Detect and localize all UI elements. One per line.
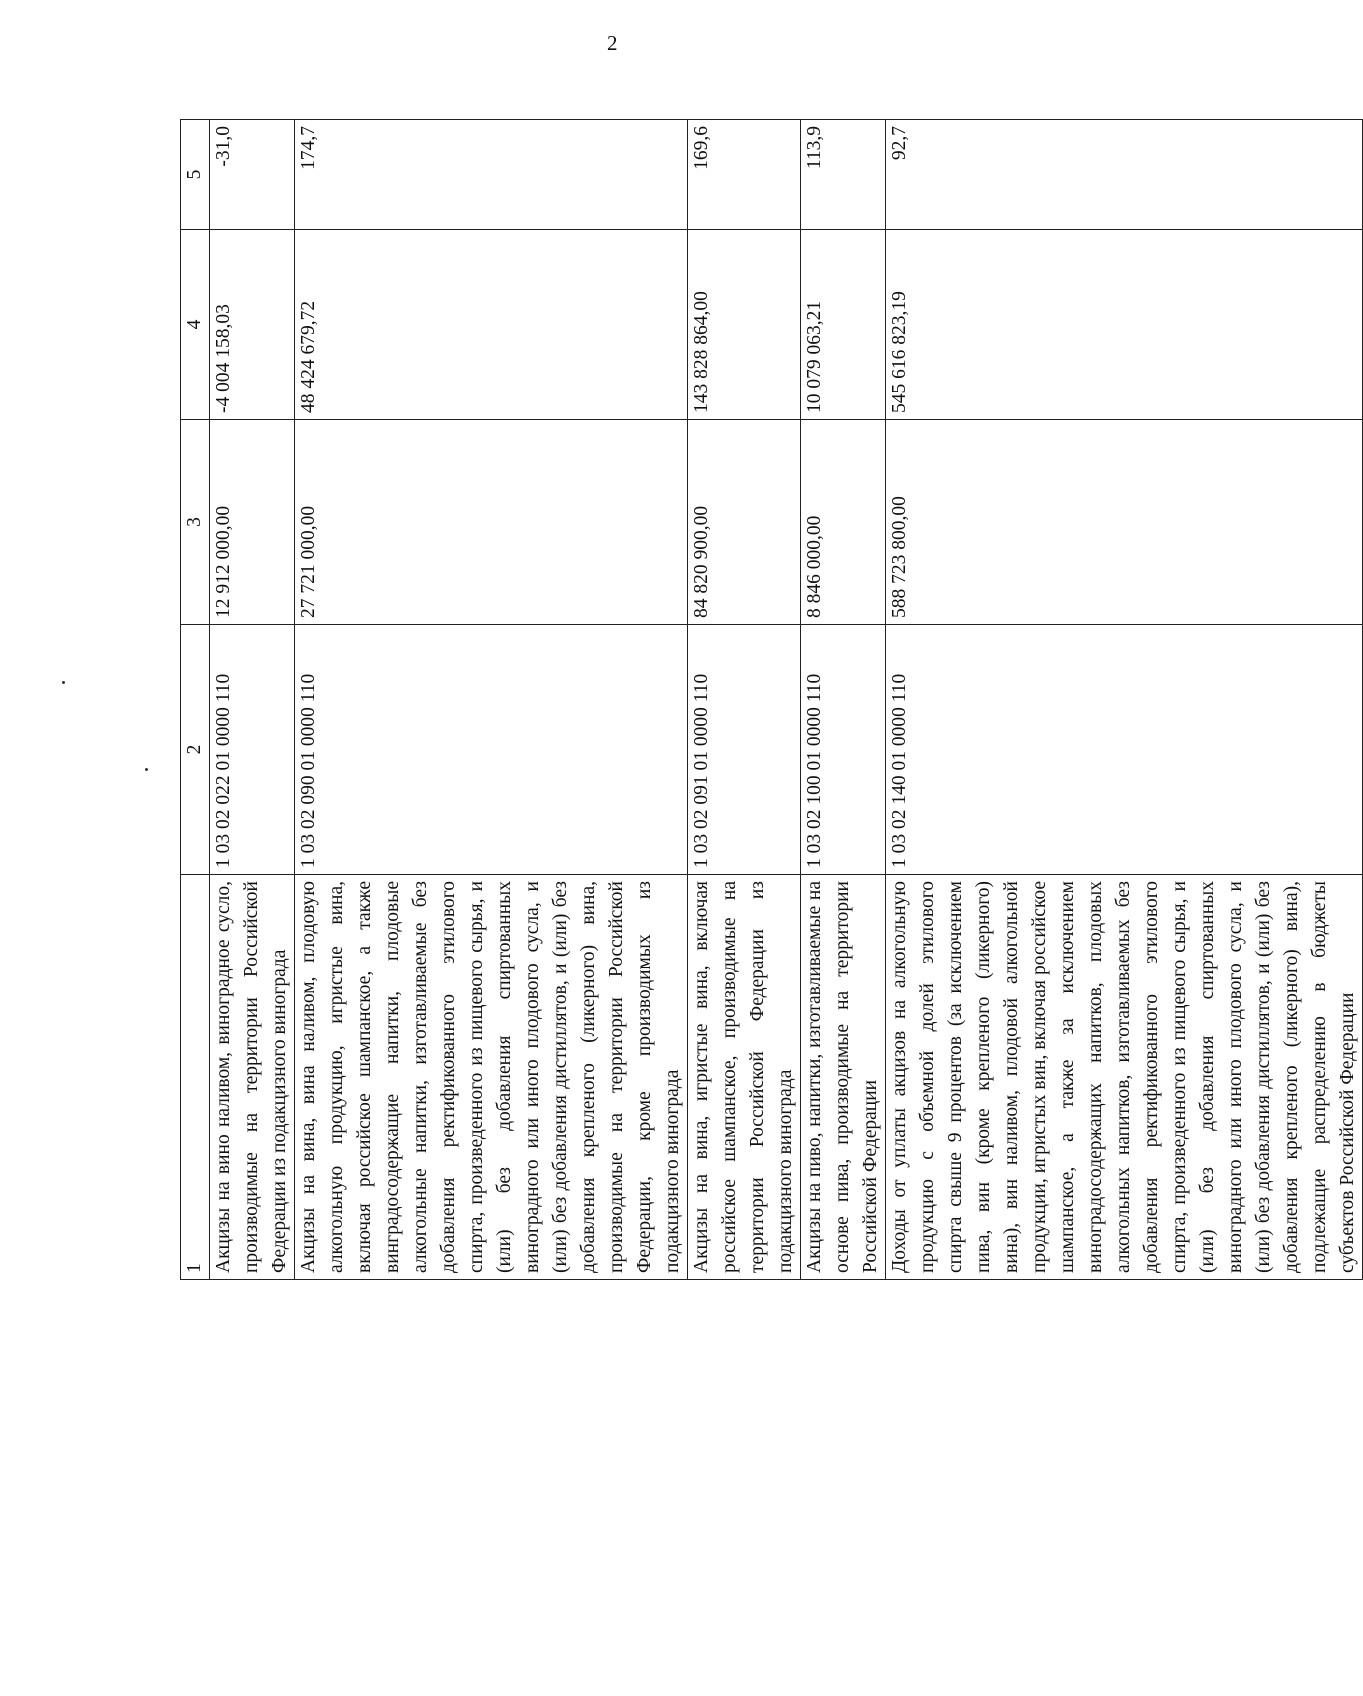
- row-code: 1 03 02 090 01 0000 110: [295, 625, 688, 875]
- scan-speck: [145, 768, 148, 771]
- row-percent: 113,9: [801, 120, 886, 230]
- row-percent: 174,7: [295, 120, 688, 230]
- row-actual: 10 079 063,21: [801, 230, 886, 420]
- column-header: 5: [181, 120, 210, 230]
- row-percent: 92,7: [886, 120, 1363, 230]
- rotated-table-container: [180, 120, 1358, 1280]
- row-description: Доходы от уплаты акцизов на алкогольную продукцию с объемной долей этилового спирта свыше 9 процентов (за исключением пива, вин (кроме крепленого (ликерного) вина), вин наливом, плодовой алкогольной продукции, игристых вин, включая российское шампанское, а также за исключением виноградосодержащих напитков, плодовых алкогольных напитков, изготавливаемых без добавления ректификованного этилового спирта, произведенного из пищевого сырья, и (или) без добавления спиртованных виноградного или иного плодового сусла, и (или) без добавления дистиллятов, и (или) без добавления крепленого (ликерного) вина), подлежащие распределению в бюджеты субъектов Российской Федерации: [886, 875, 1363, 1280]
- page-number: 2: [607, 31, 618, 55]
- header-row: [181, 120, 210, 1280]
- table-row: [886, 120, 1363, 1280]
- revenue-table: [180, 119, 1363, 1280]
- scan-speck: [62, 681, 65, 684]
- row-percent: 169,6: [688, 120, 801, 230]
- row-plan: 8 846 000,00: [801, 420, 886, 625]
- row-description: Акцизы на вино наливом, виноградное сусло, производимые на территории Российской Федерации из подакцизного винограда: [210, 875, 295, 1280]
- row-description: Акцизы на пиво, напитки, изготавливаемые на основе пива, производимые на территории Российской Федерации: [801, 875, 886, 1280]
- row-code: 1 03 02 100 01 0000 110: [801, 625, 886, 875]
- table-row: [688, 120, 801, 1280]
- column-header: 1: [181, 875, 210, 1280]
- row-actual: 545 616 823,19: [886, 230, 1363, 420]
- row-actual: 143 828 864,00: [688, 230, 801, 420]
- row-plan: 12 912 000,00: [210, 420, 295, 625]
- table-row: [801, 120, 886, 1280]
- row-plan: 84 820 900,00: [688, 420, 801, 625]
- column-header: 2: [181, 625, 210, 875]
- row-code: 1 03 02 022 01 0000 110: [210, 625, 295, 875]
- column-header: 4: [181, 230, 210, 420]
- table-row: [295, 120, 688, 1280]
- column-header: 3: [181, 420, 210, 625]
- row-code: 1 03 02 091 01 0000 110: [688, 625, 801, 875]
- row-percent: -31,0: [210, 120, 295, 230]
- row-plan: 588 723 800,00: [886, 420, 1363, 625]
- row-code: 1 03 02 140 01 0000 110: [886, 625, 1363, 875]
- row-description: Акцизы на вина, вина наливом, плодовую алкогольную продукцию, игристые вина, включая российское шампанское, а также винградосодержащие напитки, плодовые алкогольные напитки, изготавливаемые без добавления ректификованного этилового спирта, произведенного из пищевого сырья, и (или) без добавления спиртованных виноградного или иного плодового сусла, и (или) без добавления дистиллятов, и (или) без добавления крепленого (ликерного) вина, производимые на территории Российской Федерации, кроме производимых из подакцизного винограда: [295, 875, 688, 1280]
- row-actual: -4 004 158,03: [210, 230, 295, 420]
- row-description: Акцизы на вина, игристые вина, включая российское шампанское, производимые на территории Российской Федерации из подакцизного винограда: [688, 875, 801, 1280]
- row-actual: 48 424 679,72: [295, 230, 688, 420]
- row-plan: 27 721 000,00: [295, 420, 688, 625]
- table-row: [210, 120, 295, 1280]
